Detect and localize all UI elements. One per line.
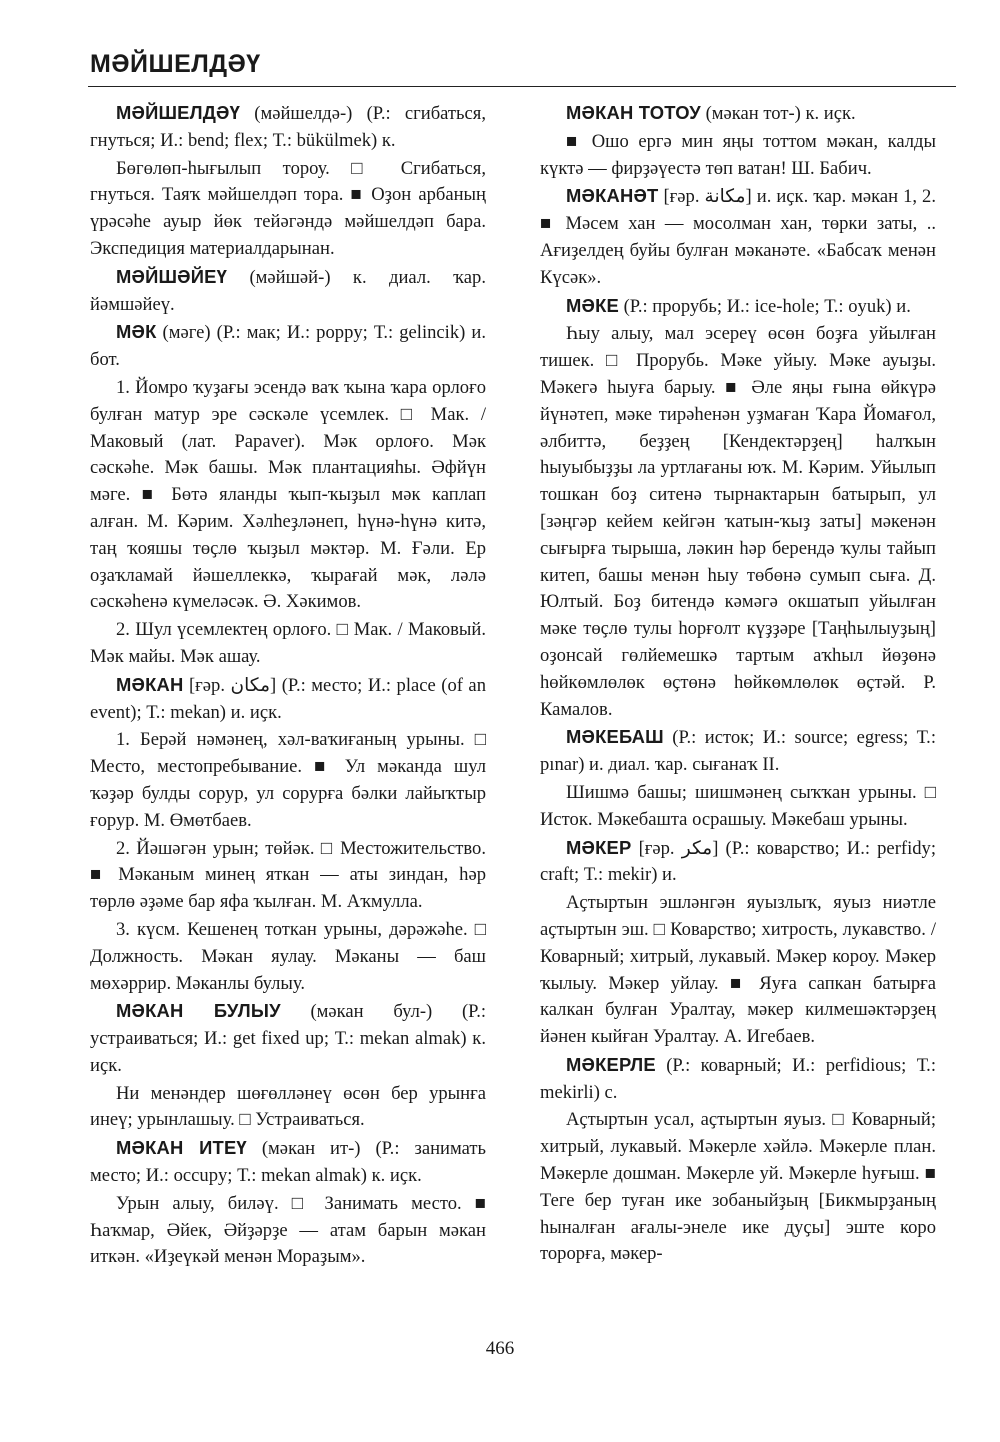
- headword: МӘКЕБАШ: [566, 726, 664, 748]
- dictionary-entry: [540, 1052, 936, 1107]
- entry-text: Аҫтыртын эшләнгән яуызлыҡ, яуыз ниәтле аҫтыртын эш. □ Коварство; хитрость, лукавство. / Коварный; хитрый, лукавый. Мәкер короу. Мәкер ҡылыу. Мәкер уйлау. ■ Яуға сапкан батырға калкан булған Уралтау, мәкер килмешәктәрҙең йәнен кыйған Уралтау. А. Игебаев.: [540, 892, 936, 1048]
- header-rule: [88, 86, 956, 87]
- entry-text: Аҫтыртын усал, аҫтыртын яуыз. □ Коварный; хитрый, лукавый. Мәкерле хәйлә. Мәкерле план. Мәкерле дошман. Мәкерле уй. Мәкерле һуғыш. ■ Теге бер туған ике зобаныйҙың [Бикмырҙаның һыналған ағалы-энеле ике дуҫы] эште коро торорға, мәкер-: [540, 1109, 936, 1265]
- headword: МӘКАНӘТ: [566, 185, 659, 207]
- entry-text: 2. Йәшәгән урын; төйәк. □ Местожительство. ■ Мәканым минең яткан — аты зиндан, һәр төрлө әҙәме бар яфа ҡылған. М. Аҡмулла.: [90, 837, 486, 913]
- dictionary-entry: [540, 724, 936, 779]
- running-head: МӘЙШЕЛДӘҮ: [90, 50, 261, 78]
- entry-text: 3. күсм. Кешенең тоткан урыны, дәрәжәһе. □ Должность. Мәкан яулау. Мәканы — баш мөхәррир. Мәканлы булыу.: [90, 918, 486, 994]
- dictionary-entry: [540, 100, 936, 128]
- entry-paragraph: [540, 129, 936, 183]
- dictionary-entry: [90, 998, 486, 1079]
- headword: МӘКЕ: [566, 294, 619, 316]
- entry-paragraph: [540, 890, 936, 1051]
- entry-text: (мәге) (Р.: мак; И.: poppy; Т.: gelincik) и. бот.: [90, 322, 486, 371]
- entry-paragraph: [90, 617, 486, 671]
- entry-text: (мәкан тот-) к. иҫк.: [700, 103, 856, 124]
- entry-paragraph: [90, 156, 486, 263]
- dictionary-entry: [90, 264, 486, 319]
- entry-text: 1. Йомро ҡуҙағы эсендә ваҡ ҡына ҡара орлоғо булған матур эре сәскәле үсемлек. □ Мак. / Маковый (лат. Papaver). Мәк орлоғо. Мәк сәскәһе. Мәк башы. Мәк плантацияһы. Әфйүн мәге. ■ Бөтә яланды ҡып-ҡыҙыл мәк каплап алған. М. Кәрим. Хәлһеҙләнеп, һүнә-һүнә китә, таң ҡояшы төҫлө ҡыҙыл мәктәр. М. Ғәли. Ер оҙаҡламай йәшеллеккә, ҡырағай мәк, ләлә сәскәһенә күмеләсәк. Ә. Хәкимов.: [90, 376, 486, 613]
- entry-paragraph: [540, 1107, 936, 1268]
- dictionary-entry: [540, 183, 936, 291]
- entry-text: (Р.: исток; И.: source; egress; Т.: pınar) и. диал. ҡар. сығанаҡ II.: [540, 727, 936, 776]
- headword: МӘКАН ИТЕҮ: [116, 1137, 247, 1159]
- entry-paragraph: [90, 375, 486, 616]
- entry-text: Ни менәндер шөғөлләнеү өсөн бер урынға инеү; урынлашыу. □ Устраиваться.: [90, 1082, 486, 1131]
- entry-paragraph: [90, 1081, 486, 1135]
- entry-paragraph: [90, 1191, 486, 1271]
- headword: МӘКЕР: [566, 836, 632, 858]
- dictionary-entry: [540, 835, 936, 890]
- entry-text: [ғәр. مكان] (Р.: место; И.: place (of an event); Т.: mekan) и. иҫк.: [90, 674, 486, 723]
- entry-text: (Р.: коварный; И.: perfidious; Т.: mekirli) с.: [540, 1054, 936, 1103]
- entry-text: (мәйшәй-) к. диал. ҡар. йәмшәйеү.: [90, 266, 486, 315]
- headword: МӘКЕРЛЕ: [566, 1053, 656, 1075]
- dictionary-entry: [540, 293, 936, 321]
- entry-text: Бөгөлөп-һығылып тороу. □ Сгибаться, гнуться. Таяҡ мәйшелдәп тора. ■ Оҙон арбаның үрәсәһе ауыр йөк тейәгәндә мәйшелдәп бара. Экспедиция материалдарынан.: [90, 157, 486, 259]
- left-column: [90, 100, 486, 1272]
- entry-paragraph: [90, 917, 486, 997]
- headword: МӘКАН: [116, 673, 184, 695]
- entry-text: 2. Шул үсемлектең орлоғо. □ Мак. / Маковый. Мәк майы. Мәк ашау.: [90, 619, 486, 667]
- dictionary-entry: [90, 319, 486, 374]
- headword: МӘЙШЕЛДӘҮ: [116, 102, 241, 123]
- page-number: 466: [485, 1338, 515, 1359]
- entry-paragraph: [540, 321, 936, 723]
- entry-paragraph: [90, 836, 486, 916]
- entry-text: (Р.: прорубь; И.: ice-hole; Т.: oyuk) и.: [618, 295, 911, 317]
- headword: МӘКАН ТОТОУ: [566, 102, 701, 123]
- dictionary-entry: [90, 672, 486, 727]
- entry-text: (мәйшелдә-) (Р.: сгибаться, гнуться; И.: bend; flex; Т.: bükülmek) к.: [90, 103, 486, 151]
- entry-paragraph: [540, 780, 936, 834]
- dictionary-entry: [90, 1135, 486, 1190]
- headword: МӘК: [116, 321, 157, 343]
- entry-text: 1. Берәй нәмәнең, хәл-ваҡиғаның урыны. □ Место, местопребывание. ■ Ул мәканда шул ҡәҙәр булды сорур, ул сорурға бәлки лайыҡтыр ғорур. М. Өмөтбаев.: [90, 729, 486, 831]
- headword: МӘЙШӘЙЕҮ: [116, 265, 228, 287]
- entry-paragraph: [90, 727, 486, 834]
- entry-text: Шишмә башы; шишмәнең сыҡҡан урыны. □ Исток. Мәкебашта осрашыу. Мәкебаш урыны.: [540, 781, 936, 830]
- entry-text: [ғәр. مکر] (Р.: коварство; И.: perfidy; craft; Т.: mekir) и.: [540, 837, 936, 886]
- entry-text: [ғәр. مكانة] и. иҫк. ҡар. мәкан 1, 2. ■ Мәсем хан — мосолман хан, төрки заты, .. Ағиҙелдең буйы булған мәканәте. «Бабсаҡ менән Күсәк».: [540, 186, 936, 288]
- headword: МӘКАН БУЛЫУ: [116, 1000, 281, 1022]
- right-column: [540, 100, 936, 1269]
- entry-text: (мәкан бул-) (Р.: устраиваться; И.: get fixed up; Т.: mekan almak) к. иҫк.: [90, 1001, 487, 1076]
- entry-text: Һыу алыу, мал эсереү өсөн боҙға уйылған тишек. □ Прорубь. Мәке уйыу. Мәке ауыҙы. Мәкегә һыуға барыу. ■ Әле яңы ғына өйкүрә йүнәтеп, мәке тирәһенән уҙмаған Ҡара Йомағол, әлбиттә, беҙҙең [Кендектәрҙең] һалҡын һыуыбыҙҙы ла уртлағаны юҡ. М. Кәрим. Уйылып тошкан боҙ ситенә тырнактарын батырып, ул [зәңгәр кейем кейгән ҡатын-ҡыҙ заты] мәкенән сығырға тырыша, ләкин һәр берендә ҡулы тайып китеп, башы менән һыу төбөнә сумып сыға. Д. Юлтый. Боҙ битендә кәмәгә окшатып уйылған мәке төҫлө тулы һорғолт күҙҙәре [Таңһылыуҙың] оҙонсай гөлйемешкә тартым аҡһыл йөҙөнә һөйкөмлөлөк өҫтөнә һөйкөмлөлөк өҫтәй. Р. Камалов.: [540, 323, 936, 720]
- entry-text: Урын алыу, биләү. □ Занимать место. ■ Һаҡмар, Әйек, Әйҙәрҙе — атам барын мәкан иткән. «Иҙеүкәй менән Мораҙым».: [90, 1192, 486, 1268]
- entry-text: (мәкан ит-) (Р.: занимать место; И.: occupy; Т.: mekan almak) к. иҫк.: [90, 1138, 486, 1187]
- dictionary-entry: [90, 100, 486, 155]
- entry-text: ■ Ошо ергә мин яңы тоттом мәкан, калды күктә — фирҙәүестә төп ватан! Ш. Бабич.: [540, 130, 936, 179]
